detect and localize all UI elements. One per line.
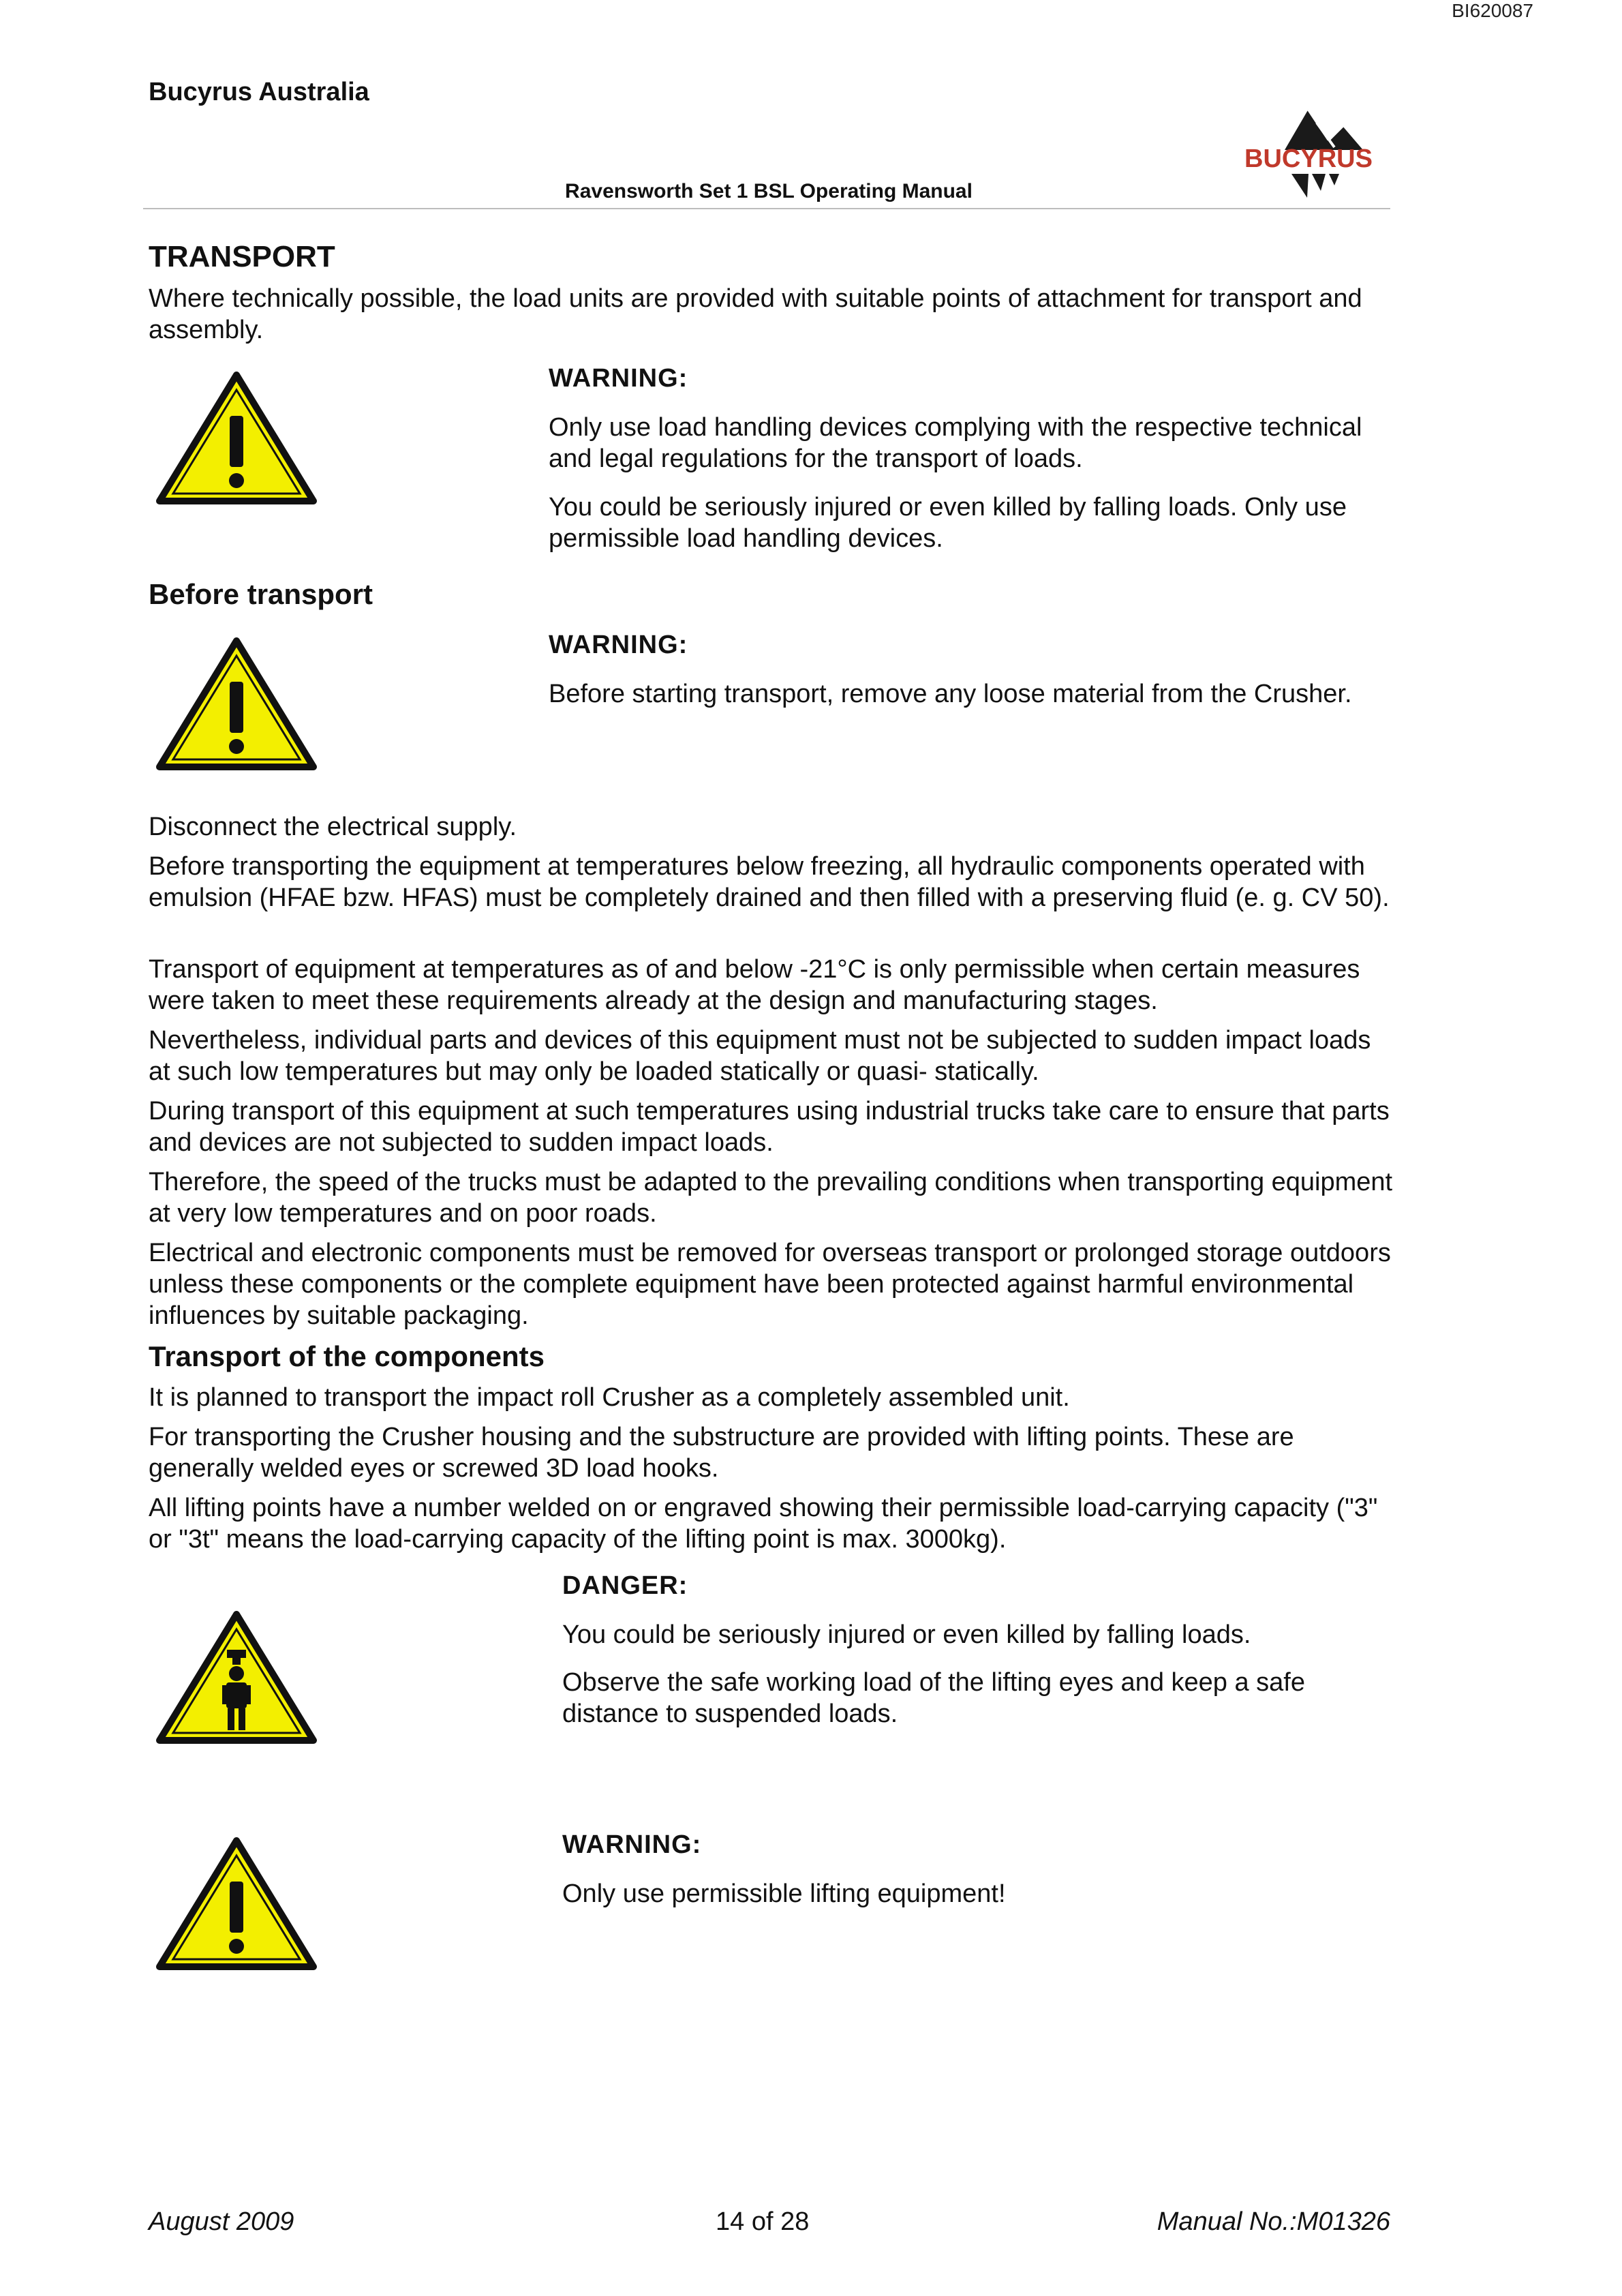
- danger-label: DANGER:: [562, 1571, 688, 1600]
- warning-label: WARNING:: [549, 631, 688, 659]
- company-name: Bucyrus Australia: [149, 78, 369, 106]
- body-paragraph: All lifting points have a number welded on or engraved showing their permissible load-carrying capacity ("3" or "3t" means the load-carrying capacity of the lifting point is max. 3000kg).: [149, 1494, 1378, 1554]
- warning-exclamation-icon: [151, 368, 322, 511]
- section-heading-transport-components: Transport of the components: [149, 1340, 545, 1372]
- warning-exclamation-icon: [151, 1834, 322, 1977]
- body-paragraph: Before transporting the equipment at temperatures below freezing, all hydraulic components operated with emulsion (HFAE bzw. HFAS) must be completely drained and then filled with a preserving fluid (e. g. CV 50).: [149, 852, 1390, 912]
- body-paragraph: It is planned to transport the impact roll Crusher as a completely assembled unit.: [149, 1383, 1070, 1412]
- document-id: BI620087: [1452, 0, 1533, 21]
- body-paragraph: Disconnect the electrical supply.: [149, 813, 517, 841]
- footer-manual-number: Manual No.:M01326: [1157, 2207, 1390, 2236]
- danger-text: Observe the safe working load of the lifting eyes and keep a safe distance to suspended loads.: [562, 1668, 1305, 1728]
- header-divider: [143, 208, 1390, 209]
- warning-text: Only use permissible lifting equipment!: [562, 1879, 1006, 1908]
- manual-title: Ravensworth Set 1 BSL Operating Manual: [565, 180, 973, 202]
- body-paragraph: During transport of this equipment at such temperatures using industrial trucks take care to ensure that parts and devices are not subjected to sudden impact loads.: [149, 1097, 1390, 1157]
- body-paragraph: Nevertheless, individual parts and devices of this equipment must not be subjected to sudden impact loads at such low temperatures but may only be loaded statically or quasi- statically.: [149, 1026, 1371, 1086]
- warning-text: Only use load handling devices complying with the respective technical and legal regulations for the transport of loads.: [549, 413, 1362, 473]
- footer-page-number: 14 of 28: [716, 2207, 810, 2236]
- page-title: TRANSPORT: [149, 240, 335, 273]
- body-paragraph: Electrical and electronic components must be removed for overseas transport or prolonged storage outdoors unless these components or the complete equipment have been protected against harmful environmental influences by suitable packaging.: [149, 1239, 1391, 1330]
- body-paragraph: Transport of equipment at temperatures as of and below -21°C is only permissible when certain measures were taken to meet these requirements already at the design and manufacturing stages.: [149, 955, 1360, 1015]
- warning-text: You could be seriously injured or even killed by falling loads. Only use permissible load handling devices.: [549, 493, 1347, 553]
- footer-date: August 2009: [149, 2207, 294, 2236]
- warning-text: Before starting transport, remove any loose material from the Crusher.: [549, 680, 1352, 708]
- body-paragraph: For transporting the Crusher housing and the substructure are provided with lifting points. These are generally welded eyes or screwed 3D load hooks.: [149, 1423, 1294, 1483]
- warning-label: WARNING:: [549, 364, 688, 393]
- warning-label: WARNING:: [562, 1830, 702, 1859]
- warning-exclamation-icon: [151, 634, 322, 777]
- section-heading-before-transport: Before transport: [149, 578, 373, 610]
- body-paragraph: Therefore, the speed of the trucks must be adapted to the prevailing conditions when transporting equipment at very low temperatures and on poor roads.: [149, 1168, 1393, 1228]
- warning-suspended-load-icon: [151, 1607, 322, 1751]
- danger-text: You could be seriously injured or even killed by falling loads.: [562, 1620, 1251, 1649]
- svg-text:BUCYRUS: BUCYRUS: [1244, 145, 1373, 173]
- intro-paragraph: Where technically possible, the load units are provided with suitable points of attachment for transport and assembly.: [149, 284, 1362, 344]
